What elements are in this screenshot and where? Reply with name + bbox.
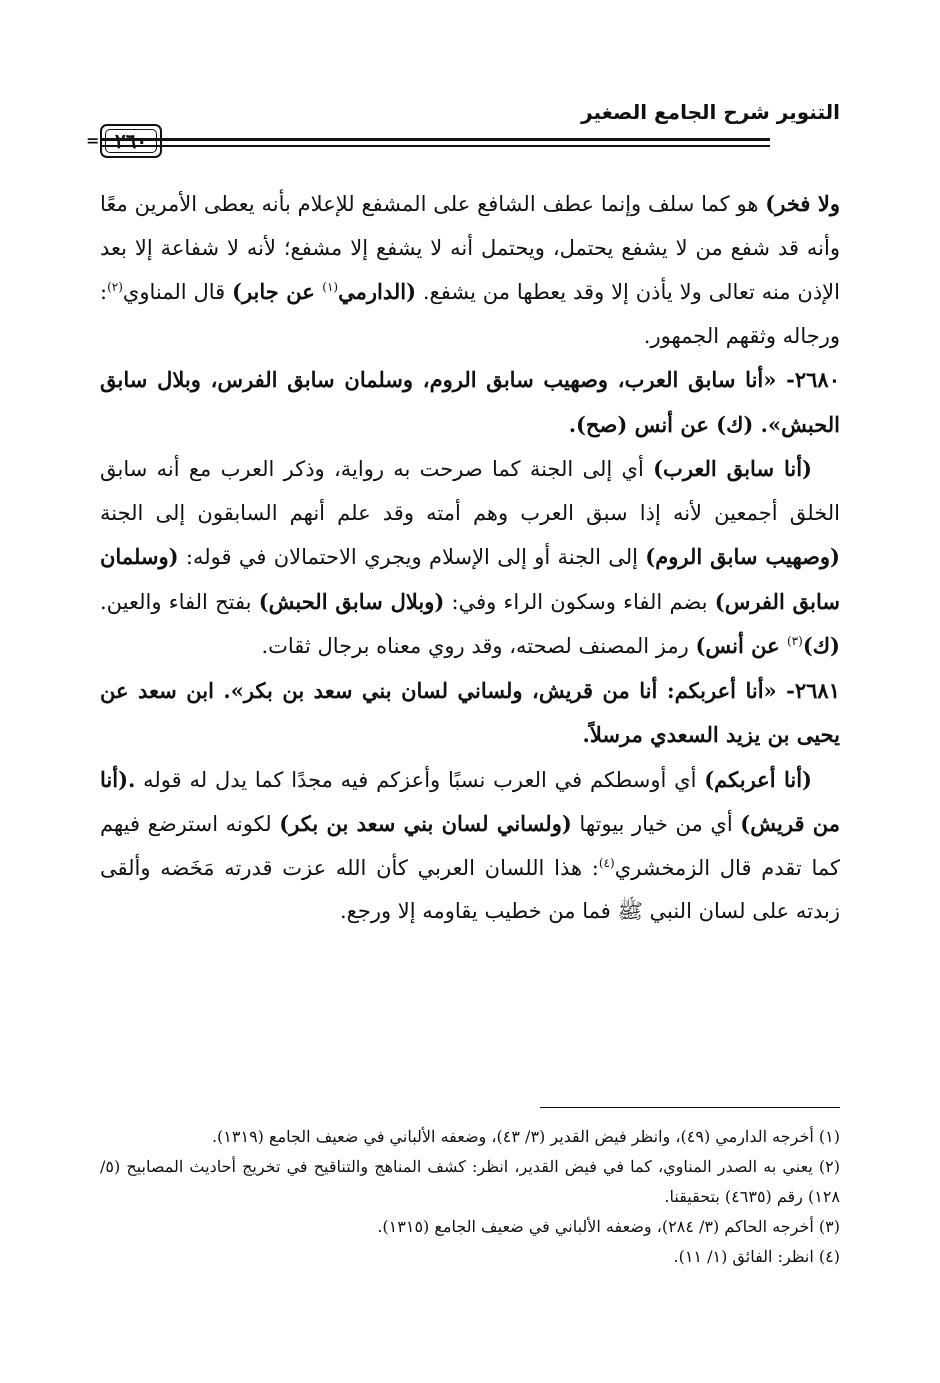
text-run: أي إلى الجنة كما صرحت به رواية، وذكر العرب مع أنه سابق الخلق أجمعين لأنه إذا سبق العرب وهم أمته وقد علم أنهم السابقون إلى الجنة — [100, 457, 840, 525]
running-header — [100, 100, 840, 130]
footnote-text: أخرجه الحاكم (٣/ ٢٨٤)، وضعفه الألباني في ضعيف الجامع (١٣١٥). — [377, 1217, 819, 1236]
bold-text: (ولساني لسان بني سعد بن بكر) — [279, 811, 572, 836]
footnote-number: (٤) — [818, 1247, 840, 1266]
text-run: هو كما سلف وإنما عطف الشافع على المشفع للإعلام بأنه يعطى الأمرين معًا وأنه قد شفع من لا يشفع يحتمل، ويحتمل أنه لا يشفع إلا مشفع؛ لأنه لا شفاعة إلا بعد الإذن منه تعالى ولا يأذن إلا وقد يعطها من يشفع. — [100, 192, 840, 304]
footnote-item — [100, 1122, 840, 1152]
footnotes — [100, 1122, 840, 1272]
text-run: بفتح الفاء والعين. — [100, 589, 259, 614]
header-rule-thin — [100, 145, 770, 147]
paragraph-p4 — [100, 669, 840, 758]
footnote-number: (١) — [818, 1127, 840, 1146]
footnote-item — [100, 1152, 840, 1212]
bold-text: عن جابر) — [232, 279, 323, 304]
paragraph-p2 — [100, 358, 840, 447]
bold-text: .(أنا من قريش) — [100, 766, 840, 836]
footnote-marker: (٣) — [786, 634, 803, 648]
bold-text: (الدارمي — [338, 279, 417, 304]
footnote-marker: (٢) — [107, 280, 123, 294]
bold-text: (وبلال سابق الحبش) — [258, 588, 445, 614]
paragraph-p5 — [100, 758, 840, 934]
footnote-text: يعني به الصدر المناوي، كما في فيض القدير، انظر: كشف المناهج والتناقيح في تخريج أحاديث المصابيح (٥/ ١٢٨) رقم (٤٦٣٥) بتحقيقنا. — [100, 1157, 840, 1206]
page-number-text: ٢٦٠ — [114, 129, 148, 153]
footnote-item — [100, 1212, 840, 1242]
paragraph-p3 — [100, 447, 840, 669]
page-number — [100, 124, 162, 158]
bold-text: (وصهيب سابق الروم) — [645, 544, 840, 569]
text-run: أي من خيار بيوتها — [571, 812, 741, 836]
text-run: بضم الفاء وسكون الراء وفي: — [444, 589, 715, 614]
footnote-text: انظر: الفائق (١/ ١١). — [673, 1247, 819, 1266]
bold-text: (وسلمان سابق الفرس) — [100, 544, 840, 614]
text-run: : هذا اللسان العربي كأن الله عزت قدرته مَخَضه وألقى زبدته على لسان النبي ﷺ فما من خطيب يقاومه إلا ورجع. — [100, 855, 840, 923]
text-run: رمز المصنف لصحته، وقد روي معناه برجال ثقات. — [261, 634, 696, 658]
text-run: : ورجاله وثقهم الجمهور. — [100, 280, 840, 348]
footnote-number: (٢) — [818, 1157, 840, 1176]
text-run: لكونه استرضع فيهم كما تقدم قال الزمخشري — [100, 812, 840, 880]
footnote-number: (٣) — [818, 1217, 840, 1236]
footnote-text: أخرجه الدارمي (٤٩)، وانظر فيض القدير (٣/ ٤٣)، وضعفه الألباني في ضعيف الجامع (١٣١٩). — [211, 1127, 819, 1146]
bold-text: (أنا سابق العرب) — [653, 456, 812, 481]
text-run: إلى الجنة أو إلى الإسلام ويجري الاحتمالان في قوله: — [178, 545, 646, 569]
footnote-separator — [540, 1107, 840, 1108]
bold-text: ٢٦٨٠- «أنا سابق العرب، وصهيب سابق الروم، وسلمان سابق الفرس، وبلال سابق الحبش». (ك) عن أنس (صح). — [100, 367, 840, 437]
paragraph-p1 — [100, 182, 840, 358]
footnote-marker: (١) — [322, 280, 339, 294]
text-run: أي أوسطكم في العرب نسبًا وأعزكم فيه مجدًا كما يدل له قوله — [135, 767, 705, 792]
footnote-item — [100, 1242, 840, 1272]
page-number-ornament: = — [86, 131, 100, 150]
bold-text: ٢٦٨١- «أنا أعربكم: أنا من قريش، ولساني لسان بني سعد بن بكر». ابن سعد عن يحيى بن يزيد السعدي مرسلاً. — [100, 677, 840, 747]
book-title: التنوير شرح الجامع الصغير — [581, 100, 840, 124]
footnote-marker: (٤) — [598, 855, 615, 870]
header-rule-thick — [100, 138, 770, 141]
main-text — [100, 182, 840, 934]
bold-text: عن أنس) — [695, 633, 787, 658]
bold-text: ولا فخر) — [765, 191, 841, 216]
text-run: قال المناوي — [122, 280, 233, 304]
bold-text: (ك) — [802, 633, 840, 658]
bold-text: (أنا أعربكم) — [704, 766, 812, 792]
